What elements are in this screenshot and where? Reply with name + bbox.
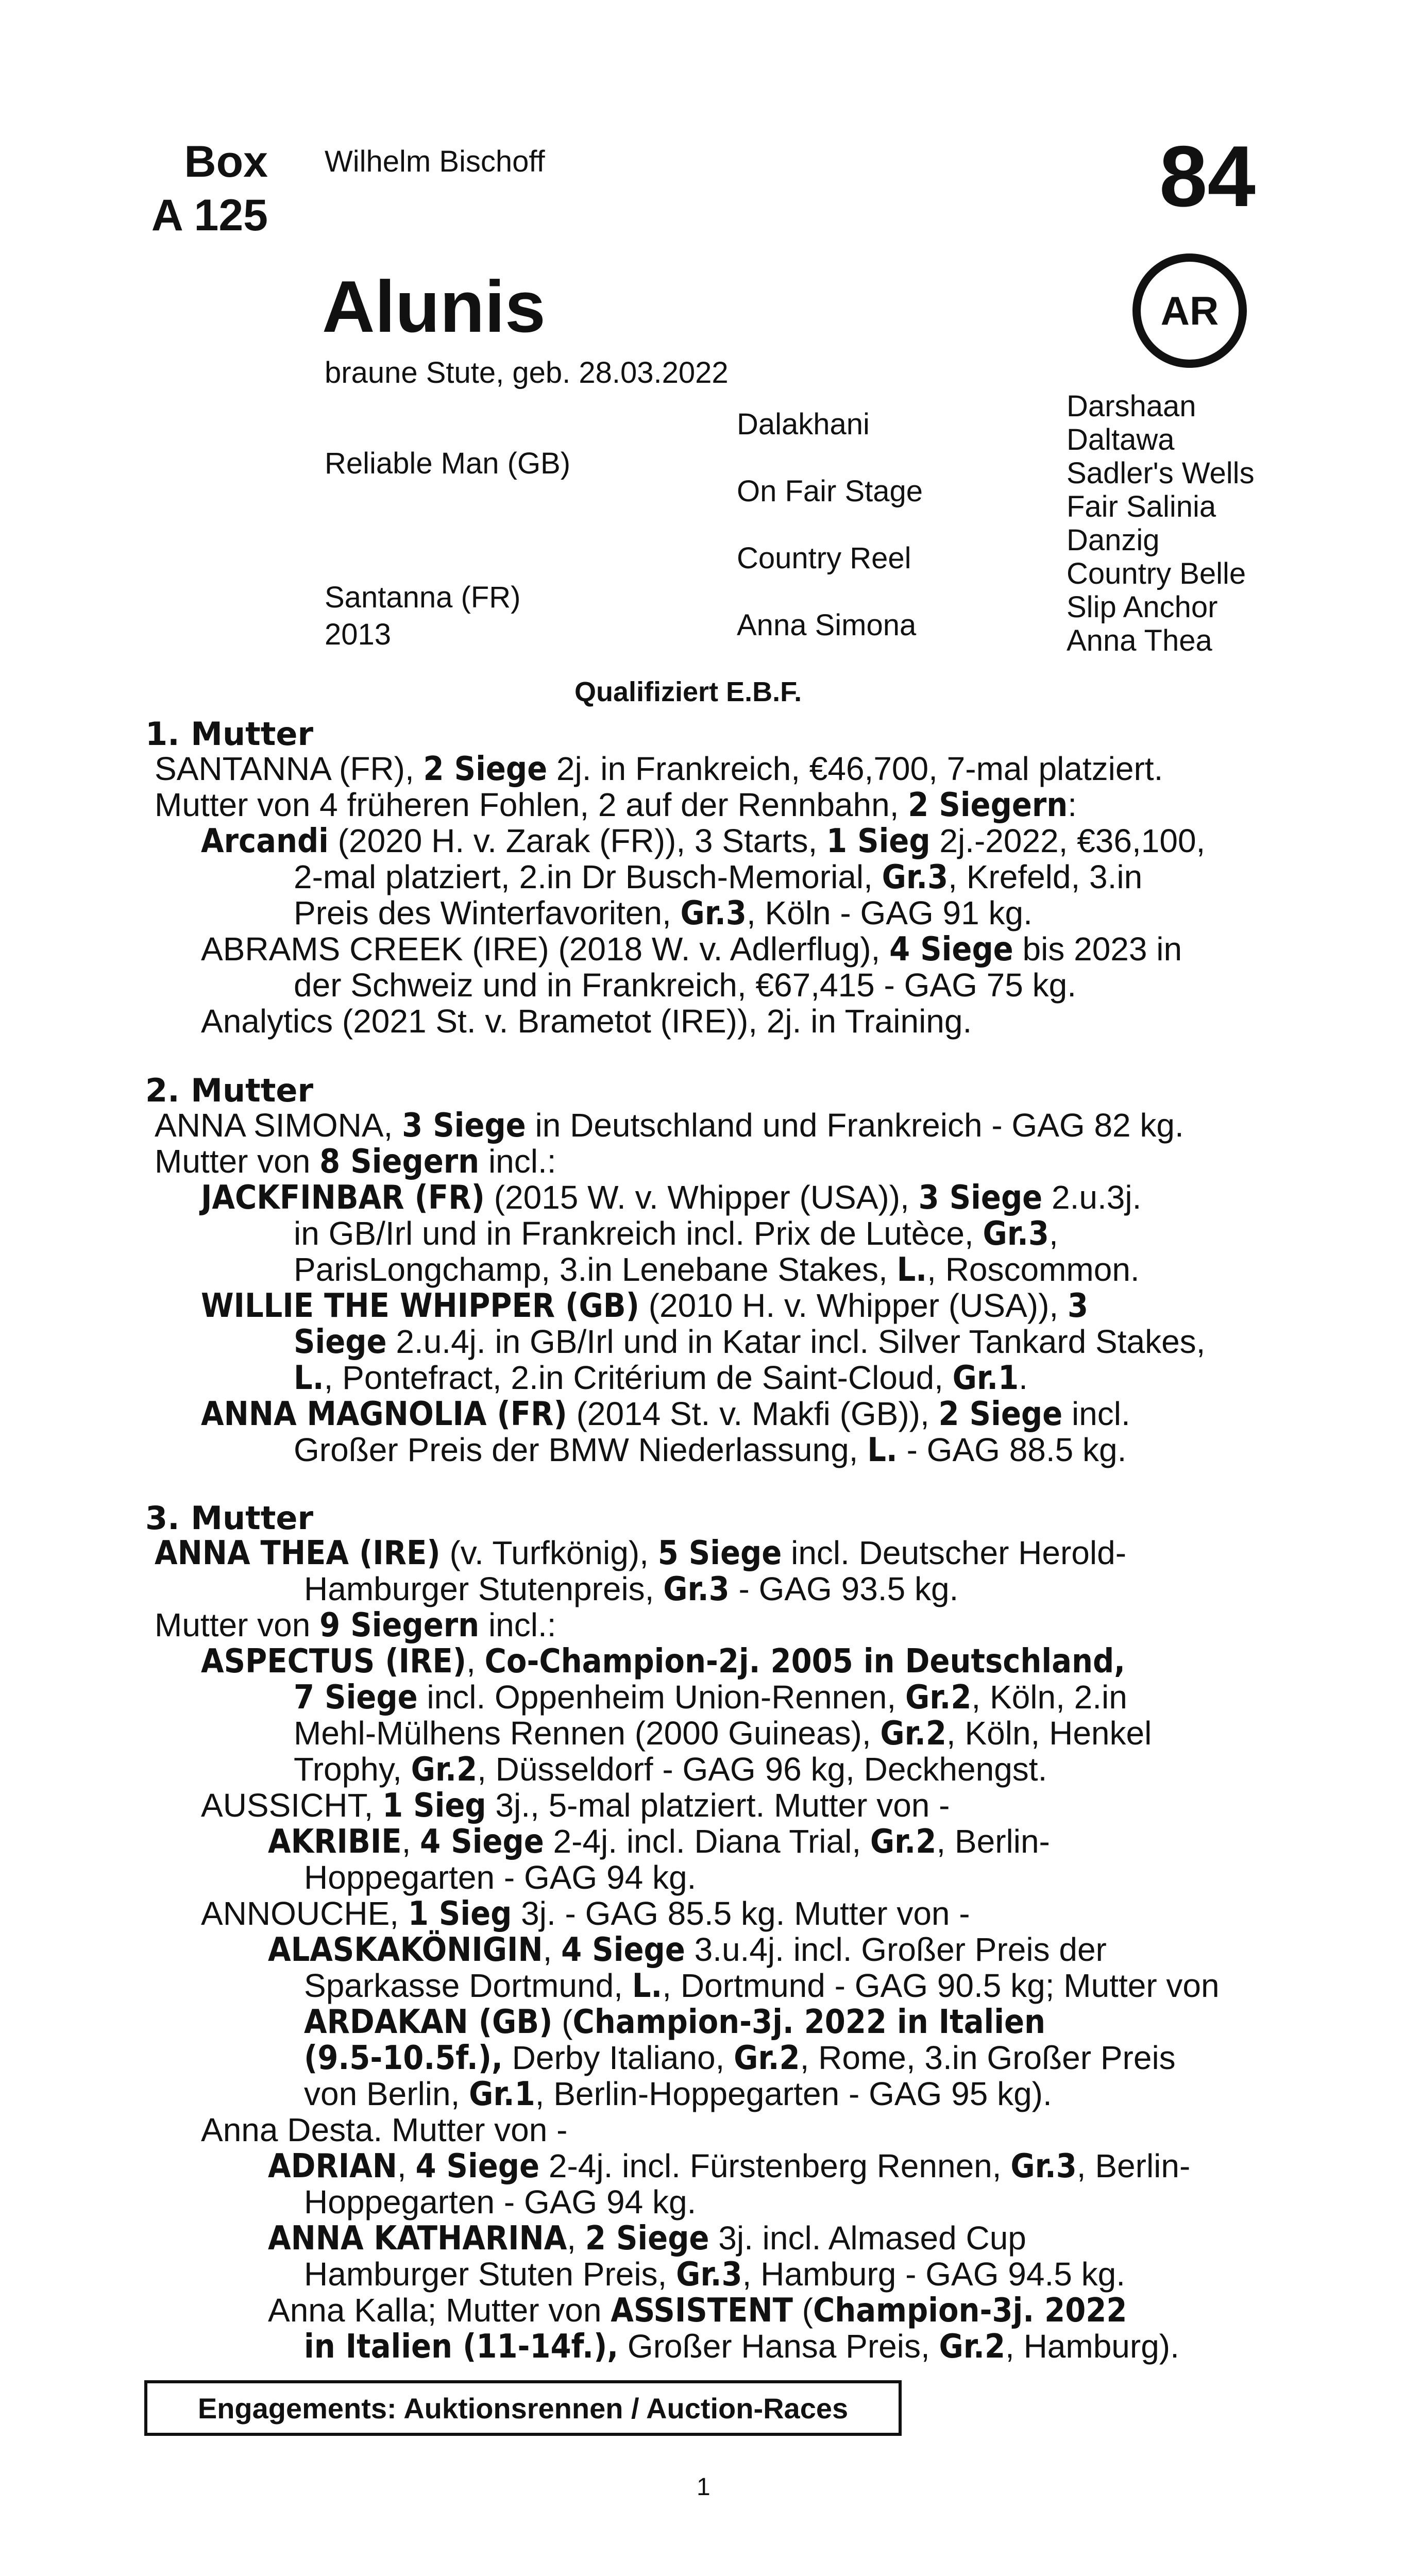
- box-label: Box: [184, 137, 268, 187]
- second-dam-text: L., Pontefract, 2.in Critérium de Saint-Cloud, Gr.1.: [294, 1359, 1028, 1397]
- qualification-note: Qualifiziert E.B.F.: [574, 676, 802, 707]
- horse-name: Alunis: [322, 266, 546, 348]
- third-dam-text: ANNA THEA (IRE) (v. Turfkönig), 5 Siege incl. Deutscher Herold-: [155, 1534, 1126, 1572]
- section-heading-second-dam: 2. Mutter: [145, 1072, 314, 1109]
- third-dam-text: Mehl-Mülhens Rennen (2000 Guineas), Gr.2, Köln, Henkel: [294, 1715, 1152, 1753]
- first-dam-text: 2-mal platziert, 2.in Dr Busch-Memorial, Gr.3, Krefeld, 3.in: [294, 858, 1143, 896]
- third-dam-text: Mutter von 9 Siegern incl.:: [155, 1606, 556, 1645]
- pedigree-gen3-6: Country Belle: [1067, 557, 1246, 590]
- first-dam-text: ABRAMS CREEK (IRE) (2018 W. v. Adlerflug), 4 Siege bis 2023 in: [201, 930, 1182, 969]
- third-dam-text: (9.5-10.5f.), Derby Italiano, Gr.2, Rome, 3.in Großer Preis: [304, 2039, 1176, 2077]
- box-value: A 125: [151, 191, 268, 240]
- third-dam-text: Sparkasse Dortmund, L., Dortmund - GAG 90.5 kg; Mutter von: [304, 1967, 1220, 2005]
- engagements-label: Engagements: Auktionsrennen / Auction-Races: [197, 2392, 849, 2425]
- third-dam-text: Hamburger Stutenpreis, Gr.3 - GAG 93.5 kg.: [304, 1570, 959, 1608]
- second-dam-text: WILLIE THE WHIPPER (GB) (2010 H. v. Whipper (USA)), 3: [201, 1287, 1088, 1325]
- pedigree-dam-year: 2013: [325, 618, 392, 651]
- ar-badge-label: AR: [1160, 287, 1219, 333]
- first-dam-text: Preis des Winterfavoriten, Gr.3, Köln - GAG 91 kg.: [294, 894, 1033, 933]
- pedigree-gen2-4: Anna Simona: [737, 608, 917, 642]
- engagements-box: [144, 2380, 902, 2436]
- second-dam-text: Siege 2.u.4j. in GB/Irl und in Katar incl. Silver Tankard Stakes,: [294, 1323, 1206, 1361]
- third-dam-text: AKRIBIE, 4 Siege 2-4j. incl. Diana Trial, Gr.2, Berlin-: [268, 1823, 1050, 1861]
- third-dam-text: ANNOUCHE, 1 Sieg 3j. - GAG 85.5 kg. Mutter von -: [201, 1895, 970, 1933]
- third-dam-text: ARDAKAN (GB) (Champion-3j. 2022 in Italien: [304, 2003, 1046, 2041]
- pedigree-gen2-2: On Fair Stage: [737, 474, 923, 508]
- third-dam-text: 7 Siege incl. Oppenheim Union-Rennen, Gr.2, Köln, 2.in: [294, 1679, 1127, 1717]
- second-dam-text: JACKFINBAR (FR) (2015 W. v. Whipper (USA)), 3 Siege 2.u.3j.: [201, 1179, 1142, 1217]
- pedigree-gen3-1: Darshaan: [1067, 389, 1196, 423]
- first-dam-text: der Schweiz und in Frankreich, €67,415 - GAG 75 kg.: [294, 967, 1076, 1004]
- first-dam-text: Mutter von 4 früheren Fohlen, 2 auf der Rennbahn, 2 Siegern:: [155, 786, 1077, 824]
- pedigree-gen3-4: Fair Salinia: [1067, 490, 1216, 523]
- pedigree-gen3-8: Anna Thea: [1067, 624, 1212, 657]
- second-dam-text: Großer Preis der BMW Niederlassung, L. - GAG 88.5 kg.: [294, 1431, 1127, 1469]
- third-dam-text: Trophy, Gr.2, Düsseldorf - GAG 96 kg, Deckhengst.: [294, 1751, 1047, 1789]
- first-dam-text: Analytics (2021 St. v. Brametot (IRE)), 2j. in Training.: [201, 1003, 972, 1040]
- horse-description: braune Stute, geb. 28.03.2022: [325, 356, 729, 389]
- third-dam-text: ADRIAN, 4 Siege 2-4j. incl. Fürstenberg Rennen, Gr.3, Berlin-: [268, 2147, 1191, 2185]
- pedigree-gen2-3: Country Reel: [737, 541, 911, 575]
- third-dam-text: ASPECTUS (IRE), Co-Champion-2j. 2005 in Deutschland,: [201, 1642, 1126, 1681]
- third-dam-text: ANNA KATHARINA, 2 Siege 3j. incl. Almased Cup: [268, 2219, 1026, 2258]
- third-dam-text: Anna Desta. Mutter von -: [201, 2111, 568, 2148]
- pedigree-gen3-5: Danzig: [1067, 523, 1160, 557]
- pedigree-gen3-3: Sadler's Wells: [1067, 456, 1255, 490]
- second-dam-text: ANNA SIMONA, 3 Siege in Deutschland und Frankreich - GAG 82 kg.: [155, 1107, 1184, 1145]
- pedigree-sire: Reliable Man (GB): [325, 447, 571, 480]
- third-dam-text: in Italien (11-14f.), Großer Hansa Preis, Gr.2, Hamburg).: [304, 2328, 1179, 2366]
- third-dam-text: von Berlin, Gr.1, Berlin-Hoppegarten - GAG 95 kg).: [304, 2075, 1052, 2113]
- first-dam-text: Arcandi (2020 H. v. Zarak (FR)), 3 Starts, 1 Sieg 2j.-2022, €36,100,: [201, 822, 1206, 860]
- third-dam-text: Hamburger Stuten Preis, Gr.3, Hamburg - GAG 94.5 kg.: [304, 2256, 1125, 2294]
- third-dam-text: Anna Kalla; Mutter von ASSISTENT (Champion-3j. 2022: [268, 2292, 1127, 2330]
- lot-number: 84: [1159, 128, 1256, 225]
- breeder-name: Wilhelm Bischoff: [325, 145, 545, 178]
- pedigree-gen3-2: Daltawa: [1067, 423, 1175, 456]
- second-dam-text: in GB/Irl und in Frankreich incl. Prix de Lutèce, Gr.3,: [294, 1215, 1058, 1253]
- second-dam-text: Mutter von 8 Siegern incl.:: [155, 1143, 556, 1181]
- first-dam-text: SANTANNA (FR), 2 Siege 2j. in Frankreich, €46,700, 7-mal platziert.: [155, 750, 1163, 788]
- page-number: 1: [697, 2473, 711, 2501]
- section-heading-third-dam: 3. Mutter: [145, 1499, 314, 1537]
- second-dam-text: ANNA MAGNOLIA (FR) (2014 St. v. Makfi (GB)), 2 Siege incl.: [201, 1395, 1130, 1433]
- third-dam-text: Hoppegarten - GAG 94 kg.: [304, 1859, 697, 1896]
- third-dam-text: ALASKAKÖNIGIN, 4 Siege 3.u.4j. incl. Großer Preis der: [268, 1931, 1107, 1969]
- pedigree-gen3-7: Slip Anchor: [1067, 590, 1218, 624]
- second-dam-text: ParisLongchamp, 3.in Lenebane Stakes, L., Roscommon.: [294, 1251, 1140, 1289]
- third-dam-text: Hoppegarten - GAG 94 kg.: [304, 2183, 697, 2221]
- pedigree-gen2-1: Dalakhani: [737, 408, 870, 441]
- ar-badge: [1132, 253, 1247, 368]
- pedigree-dam: Santanna (FR): [325, 581, 521, 614]
- third-dam-text: AUSSICHT, 1 Sieg 3j., 5-mal platziert. Mutter von -: [201, 1787, 950, 1825]
- section-heading-first-dam: 1. Mutter: [145, 715, 314, 753]
- box-number: [98, 135, 268, 242]
